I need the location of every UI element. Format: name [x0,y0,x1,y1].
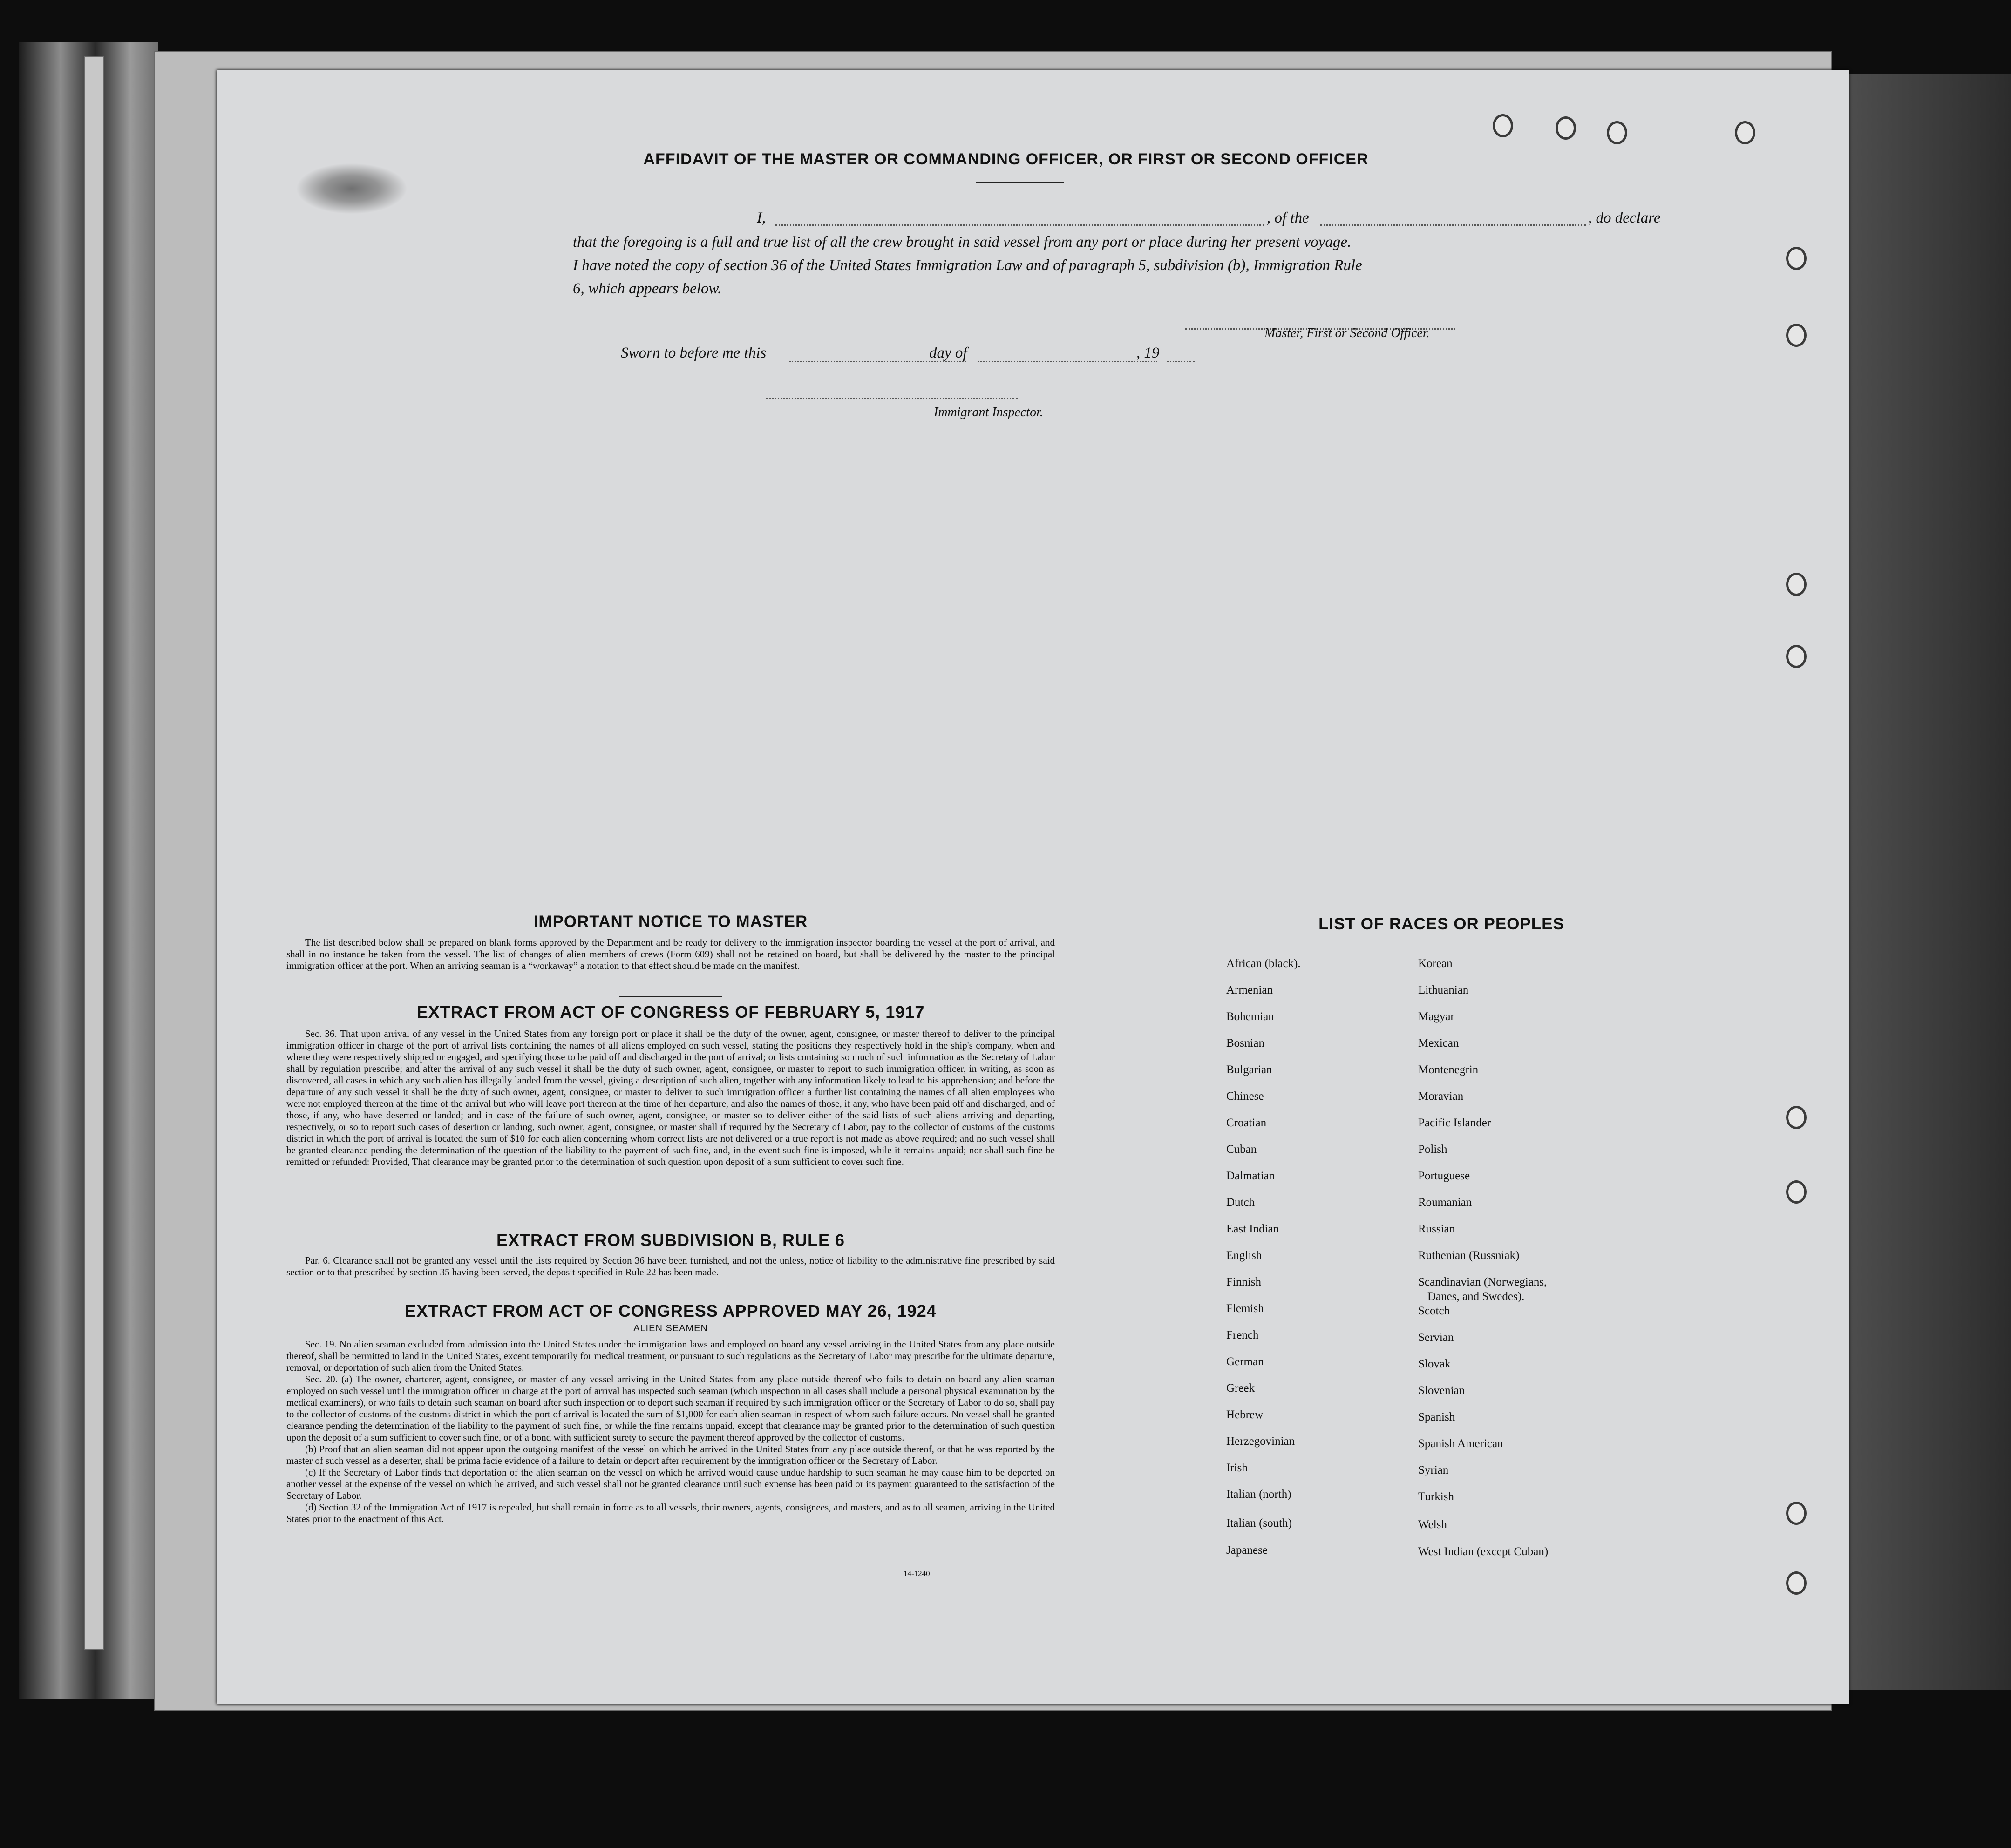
punch-hole-icon [1786,324,1807,347]
ink-stain [296,163,408,214]
extract-1924-paragraph: (d) Section 32 of the Immigration Act of 1917 is repealed, but shall remain in force as to all vessels, their owners, agents, consignees, and masters, and as to all seamen, arriving in the United States prior to the enactment of this Act. [286,1502,1055,1524]
race-item: Danes, and Swedes). [1427,1290,1525,1303]
race-item: East Indian [1226,1223,1279,1235]
race-item: Ruthenian (Russniak) [1418,1249,1520,1262]
race-item: Portuguese [1418,1170,1470,1182]
punch-hole-icon [1786,1106,1807,1129]
extract-rule6-body [286,1255,1055,1278]
race-item: Spanish American [1418,1437,1503,1450]
name-blank [775,224,1264,226]
extract-rule6-paragraph: Par. 6. Clearance shall not be granted any vessel until the lists required by Section 36 have been furnished, and not the unless, notice of liability to the administrative fine prescribed by said section or to that prescribed by section 35 having been served, the deposit specified in Rule 22 has been made. [286,1255,1055,1278]
extract-1924-title: EXTRACT FROM ACT OF CONGRESS APPROVED MAY 26, 1924 [405,1301,937,1320]
race-item: German [1226,1355,1264,1368]
race-item: Russian [1418,1223,1455,1235]
race-item: Greek [1226,1382,1255,1394]
race-item: Turkish [1418,1490,1454,1503]
race-item: Chinese [1226,1090,1264,1103]
extract-1917-paragraph: Sec. 36. That upon arrival of any vessel in the United States from any foreign port or place it shall be the duty of the owner, agent, consignee, or master thereof to deliver to the principal immigration officer in charge of the port of arrival lists containing the names of all aliens employed on such vessel, stating the positions they respectively hold in the ship's company, when and where they were respectively shipped or engaged, and specifying those to be paid off and discharged in the port of arrival; or lists containing so much of such information as the Secretary of Labor shall by regulation prescribe; and after the arrival of any such vessel it shall be the duty of such owner, agent, consignee, or master to report to such immigration officer, in writing, as soon as discovered, all cases in which any such alien has illegally landed from the vessel, giving a description of such alien, together with any information likely to lead to his apprehension; and before the departure of any such vessel it shall be the duty of such owner, agent, consignee, or master to deliver to such immigration officer a further list containing the names of all alien employees who were not employed thereon at the time of the arrival but who will leave port thereon at the time of her departure, and also the names of those, if any, who have been paid off and discharged, and of those, if any, who have deserted or landed; and in case of the failure of such owner, agent, consignee, or master so to deliver either of the said lists of such aliens arriving and departing, respectively, or so to report such cases of desertion or landing, such owner, agent, consignee, or master shall if required by the Secretary of Labor, pay to the collector of customs of the customs district in which the port of arrival is located the sum of $10 for each alien concerning whom correct lists are not delivered or a true report is not made as above required; and no such vessel shall be granted clearance pending the determination of the question of the liability to the payment of such fine, and, in the event such fine is imposed, while it remains unpaid; nor shall such fine be remitted or refunded: Provided, That clearance may be granted prior to the determination of such question upon deposit of a sum sufficient to cover such fine. [286,1028,1055,1167]
year-blank [1167,361,1195,362]
race-item: Italian (north) [1226,1488,1291,1501]
month-blank [978,361,1157,362]
race-item: Armenian [1226,984,1273,996]
vessel-blank [1320,224,1586,226]
signature-label: Master, First or Second Officer. [1264,326,1430,340]
punch-hole-icon [1493,114,1513,137]
race-item: Magyar [1418,1010,1454,1023]
race-item: Irish [1226,1462,1248,1474]
day-of-text: day of [929,345,967,361]
document-page [217,70,1849,1704]
extract-1924-paragraph: (b) Proof that an alien seaman did not appear upon the outgoing manifest of the vessel on which he arrived in the United States from any place outside thereof, or that he was reported by the master of such vessel as a deserter, shall be prima facie evidence of a failure to detain or deport after requirement by the immigration officer or the Secretary of Labor. [286,1443,1055,1466]
race-item: Lithuanian [1418,984,1469,996]
notice-title: IMPORTANT NOTICE TO MASTER [533,913,808,931]
race-item: Scotch [1418,1305,1450,1317]
affidavit-i: I, [757,210,766,226]
inspector-blank [766,398,1018,399]
race-item: Cuban [1226,1143,1257,1156]
race-item: Mexican [1418,1037,1459,1049]
race-item: Welsh [1418,1518,1447,1531]
race-item: Polish [1418,1143,1447,1156]
underlying-sheet [84,56,104,1650]
inspector-label: Immigrant Inspector. [934,405,1043,420]
notice-body [286,937,1055,972]
extract-1924-paragraph: Sec. 19. No alien seaman excluded from admission into the United States under the immigration laws and employed on board any vessel arriving in the United States from any place outside thereof, shall be permitted to land in the United States, except temporarily for medical treatment, or pursuant to such regulations as the Secretary of Labor may prescribe for the ultimate departure, removal, or deportation of such alien from the United States. [286,1339,1055,1373]
extract-1924-subtitle: ALIEN SEAMEN [633,1323,708,1334]
race-item: Finnish [1226,1276,1262,1288]
race-item: Bosnian [1226,1037,1264,1049]
punch-hole-icon [1607,121,1627,144]
notice-paragraph: The list described below shall be prepared on blank forms approved by the Department and be ready for delivery to the immigration inspector boarding the vessel at the port of arrival, and shall in no instance be taken from the vessel. The list of changes of alien members of crews (Form 609) shall not be retained on board, but shall be delivered by the master to the principal immigration officer at the port. When an arriving seaman is a “workaway” a notation to that effect should be made on the manifest. [286,937,1055,971]
race-item: Spanish [1418,1411,1455,1423]
extract-1924-paragraph: Sec. 20. (a) The owner, charterer, agent, consignee, or master of any vessel arriving in the United States from any place outside thereof who fails to detain on board any alien seaman employed on such vessel until the immigration officer in charge at the port of arrival has inspected such seaman (which inspection in all cases shall include a personal physical examination by the medical examiners), or who fails to detain such seaman on board after such inspection or to deport such seaman if required by such immigration officer or the Secretary of Labor to do so, shall pay to the collector of customs of the customs district in which the port of arrival is located the sum of $1,000 for each alien seaman in respect of whom such failure occurs. No vessel shall be granted clearance pending the determination of the liability to the payment of such fine, or while the fine remains unpaid, except that clearance may be granted prior to the determination of such question upon the deposit of a sum sufficient to cover such fine, or of a bond with sufficient surety to secure the payment thereof approved by the collector of customs. [286,1374,1055,1443]
section-divider [619,996,722,997]
race-item: French [1226,1329,1259,1341]
race-item: Slovenian [1418,1384,1465,1397]
affidavit-body-line1: that the foregoing is a full and true list of all the crew brought in said vessel from any port or place during her present voyage. [573,234,1352,250]
race-item: Croatian [1226,1117,1267,1129]
race-item: Italian (south) [1226,1517,1292,1530]
punch-hole-icon [1556,116,1576,140]
race-item: Dutch [1226,1196,1255,1209]
race-item: Hebrew [1226,1408,1264,1421]
extract-1917-body [286,1028,1055,1168]
races-title: LIST OF RACES OR PEOPLES [1318,915,1564,933]
race-item: African (black). [1226,957,1301,970]
race-item: Bohemian [1226,1010,1274,1023]
race-item: Bulgarian [1226,1063,1272,1076]
race-item: Slovak [1418,1358,1451,1370]
affidavit-body-line2: I have noted the copy of section 36 of the United States Immigration Law and of paragraph 5, subdivision (b), Immigration Rule [573,257,1362,274]
punch-hole-icon [1786,1180,1807,1204]
punch-hole-icon [1786,573,1807,596]
race-item: Dalmatian [1226,1170,1275,1182]
race-item: Korean [1418,957,1453,970]
punch-hole-icon [1735,121,1755,144]
race-item: Pacific Islander [1418,1117,1491,1129]
race-item: Moravian [1418,1090,1464,1103]
race-item: Herzegovinian [1226,1435,1295,1448]
affidavit-body-line3: 6, which appears below. [573,280,722,297]
form-number: 14-1240 [904,1569,930,1578]
affidavit-do-declare: , do declare [1588,210,1661,226]
race-item: English [1226,1249,1262,1262]
race-item: Syrian [1418,1464,1449,1476]
punch-hole-icon [1786,1571,1807,1595]
extract-1924-paragraph: (c) If the Secretary of Labor finds that deportation of the alien seaman on the vessel on which he arrived would cause undue hardship to such seaman he may cause him to be deported on another vessel at the expense of the vessel on which he arrived, and such vessel shall not be granted clearance until such expense has been paid or its payment guaranteed to the satisfaction of the Secretary of Labor. [286,1467,1055,1501]
extract-1924-body [286,1339,1055,1525]
background-sheet-strip [1849,74,2011,1690]
extract-1917-title: EXTRACT FROM ACT OF CONGRESS OF FEBRUARY 5, 1917 [416,1002,925,1022]
punch-hole-icon [1786,247,1807,270]
race-item: West Indian (except Cuban) [1418,1545,1549,1558]
race-item: Servian [1418,1331,1454,1344]
affidavit-title: AFFIDAVIT OF THE MASTER OR COMMANDING OFFICER, OR FIRST OR SECOND OFFICER [643,150,1369,168]
race-item: Scandinavian (Norwegians, [1418,1276,1547,1288]
extract-rule6-title: EXTRACT FROM SUBDIVISION B, RULE 6 [496,1231,845,1250]
year-text: , 19 [1136,345,1160,361]
race-item: Flemish [1226,1302,1264,1315]
title-underline [976,182,1064,183]
affidavit-of-the: , of the [1267,210,1309,226]
race-item: Japanese [1226,1544,1268,1557]
race-item: Montenegrin [1418,1063,1479,1076]
race-item: Roumanian [1418,1196,1472,1209]
punch-hole-icon [1786,1502,1807,1525]
sworn-text: Sworn to before me this [621,345,767,361]
punch-hole-icon [1786,645,1807,668]
